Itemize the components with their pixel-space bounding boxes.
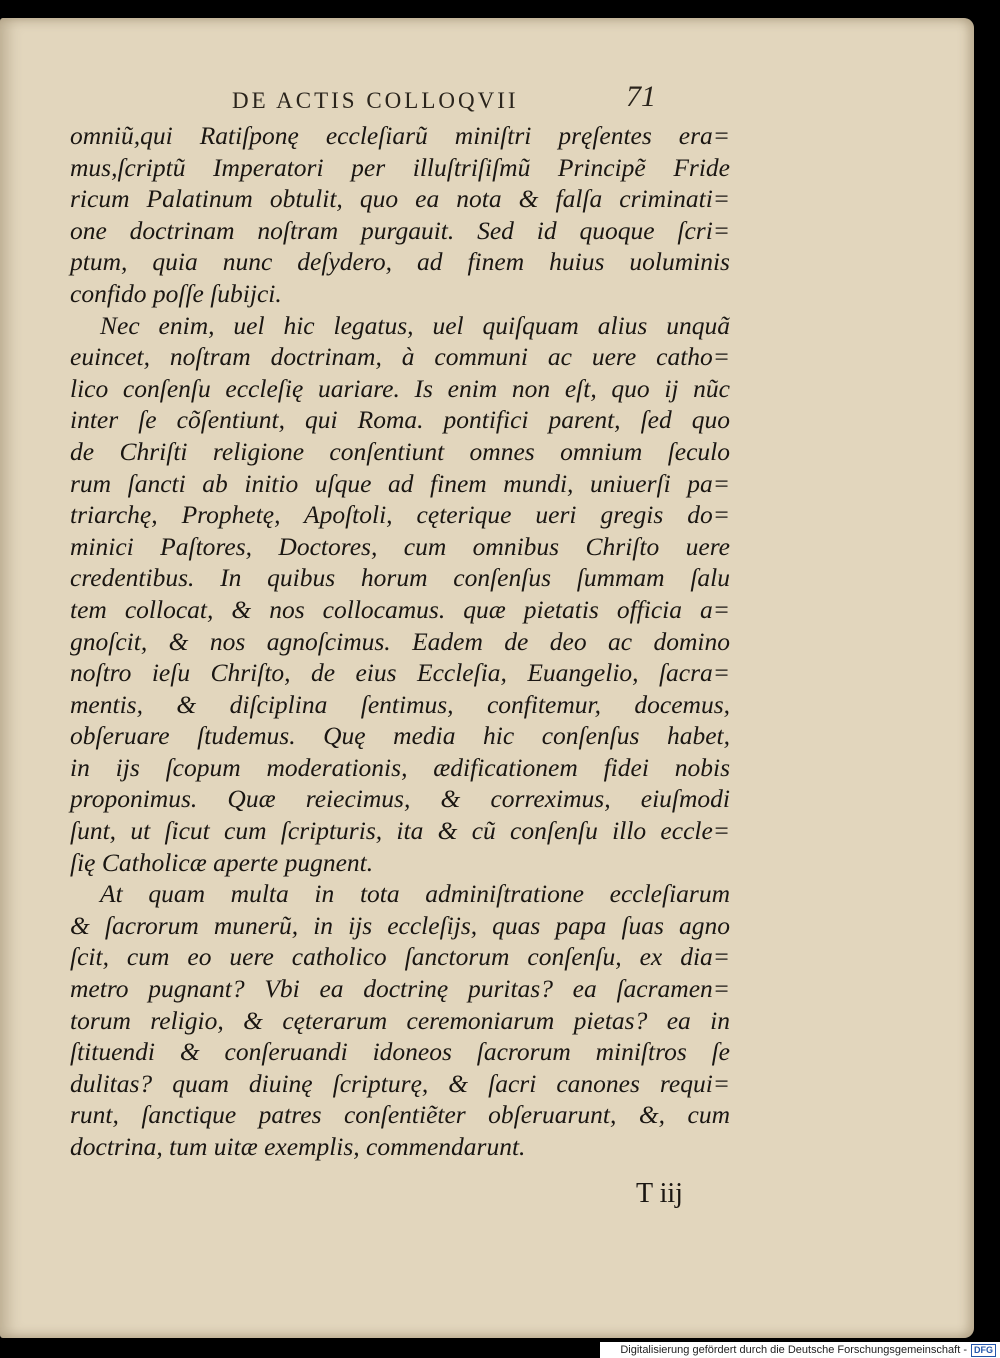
text-line: ſcit, cum eo uere catholico ſanctorum conſenſu, ex dia=: [70, 942, 730, 972]
text-line: proponimus. Quæ reiecimus, & correximus, eiuſmodi: [70, 784, 730, 814]
text-line: ricum Palatinum obtulit, quo ea nota & falſa criminati=: [70, 184, 730, 214]
text-line: dulitas? quam diuinę ſcripturę, & ſacri canones requi=: [70, 1068, 730, 1098]
text-line: torum religio, & cęterarum ceremoniarum pietas? ea in: [70, 1005, 730, 1035]
text-line: & ſacrorum munerũ, in ijs eccleſijs, quas papa ſuas agno: [70, 910, 730, 940]
running-head: DE ACTIS COLLOQVII: [232, 88, 519, 113]
text-line: de Chriſti religione conſentiunt omnes omnium ſeculo: [70, 436, 730, 466]
text-line: rum ſancti ab initio uſque ad finem mundi, uniuerſi pa=: [70, 468, 730, 498]
text-line: credentibus. In quibus horum conſenſus ſummam ſalu: [70, 563, 730, 593]
signature-mark: T iij: [636, 1178, 683, 1209]
text-line: tem collocat, & nos collocamus. quæ pietatis officia a=: [70, 594, 730, 624]
text-line: At quam multa in tota adminiſtratione eccleſiarum: [100, 879, 730, 909]
text-line: obſeruare ſtudemus. Quę media hic conſenſus habet,: [70, 721, 730, 751]
text-line: one doctrinam noſtram purgauit. Sed id quoque ſcri=: [70, 215, 730, 245]
text-line: metro pugnant? Vbi ea doctrinę puritas? ea ſacramen=: [70, 974, 730, 1004]
text-line: omniũ,qui Ratiſponę eccleſiarũ miniſtri pręſentes era=: [70, 121, 730, 150]
footer-text: Digitalisierung gefördert durch die Deutsche Forschungsgemeinschaft -: [620, 1344, 967, 1356]
text-line: doctrina, tum uitæ exemplis, commendarunt.: [70, 1132, 526, 1161]
text-line: minici Paſtores, Doctores, cum omnibus Chriſto uere: [70, 531, 730, 561]
text-line: mentis, & diſciplina ſentimus, confitemur, docemus,: [70, 689, 730, 719]
text-line: lico conſenſu eccleſię uariare. Is enim non eſt, quo ij nũc: [70, 373, 730, 403]
text-line: ptum, quia nunc deſydero, ad finem huius uoluminis: [70, 247, 730, 277]
text-line: ſunt, ut ſicut cum ſcripturis, ita & cũ conſenſu illo eccle=: [70, 816, 730, 846]
text-line: in ijs ſcopum moderationis, ædificationem fidei nobis: [70, 752, 730, 782]
text-line: inter ſe cõſentiunt, qui Roma. pontifici parent, ſed quo: [70, 405, 730, 435]
body-text: [70, 120, 730, 1163]
text-line: Nec enim, uel hic legatus, uel quiſquam alius unquã: [100, 310, 730, 340]
text-line: mus,ſcriptũ Imperatori per illuſtriſiſmũ Principẽ Fride: [70, 152, 730, 182]
page-number: 71: [626, 80, 656, 113]
text-line: gnoſcit, & nos agnoſcimus. Eadem de deo ac domino: [70, 626, 730, 656]
book-page: [0, 18, 974, 1338]
text-line: triarchę, Prophetę, Apoſtoli, cęterique ueri gregis do=: [70, 500, 730, 530]
dfg-logo-icon: DFG: [971, 1344, 996, 1357]
text-line: runt, ſanctique patres conſentiẽter obſeruarunt, &, cum: [70, 1100, 730, 1130]
text-line: ſtituendi & conſeruandi idoneos ſacrorum miniſtros ſe: [70, 1037, 730, 1067]
text-line: confido poſſe ſubijci.: [70, 278, 282, 308]
text-line: ſię Catholicæ aperte pugnent.: [70, 847, 374, 877]
text-line: euincet, noſtram doctrinam, à communi ac uere catho=: [70, 342, 730, 372]
text-line: noſtro ieſu Chriſto, de eius Eccleſia, Euangelio, ſacra=: [70, 658, 730, 688]
footer-credit: [600, 1342, 1000, 1358]
